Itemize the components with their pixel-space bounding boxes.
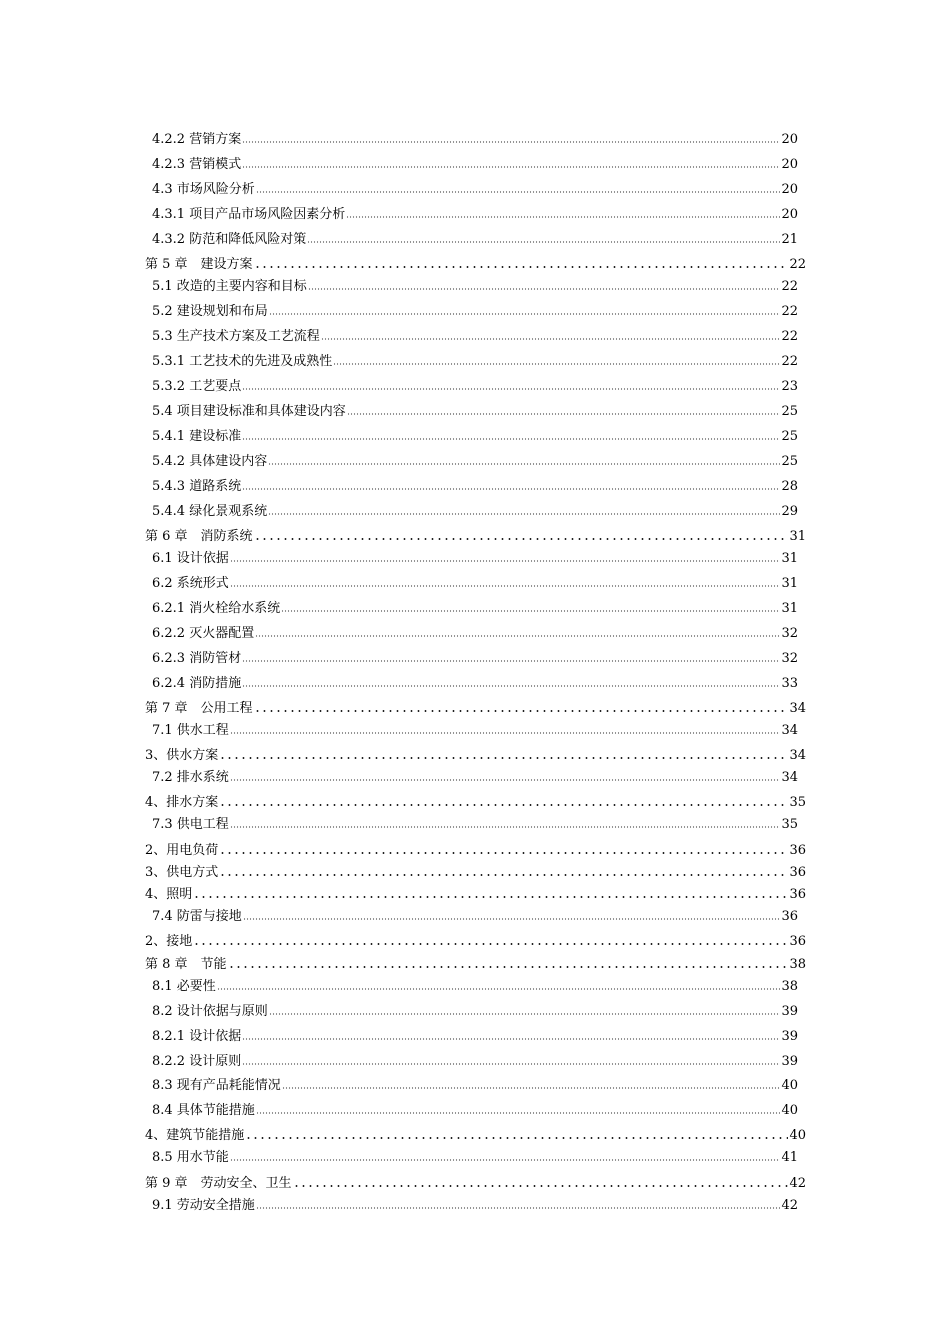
toc-entry[interactable]	[152, 1099, 798, 1118]
dot-leader	[255, 635, 780, 637]
dot-leader	[256, 1207, 781, 1209]
dot-leader	[230, 732, 781, 734]
toc-entry-page-number: 22	[781, 279, 798, 294]
toc-entry-title: 5.4 项目建设标准和具体建设内容	[152, 404, 346, 419]
toc-entry-title: 第 5 章 建设方案	[145, 257, 253, 272]
dot-leader	[230, 1159, 781, 1161]
toc-entry-title: 4.3.1 项目产品市场风险因素分析	[152, 207, 346, 222]
toc-entry-page-number: 36	[789, 843, 806, 858]
toc-entry-page-number: 40	[789, 1128, 806, 1143]
toc-entry-title: 2、用电负荷	[145, 843, 219, 858]
toc-entry-title: 5.4.1 建设标准	[152, 429, 242, 444]
toc-entry-page-number: 42	[781, 1198, 798, 1213]
toc-entry-page-number: 35	[789, 795, 806, 810]
toc-entry[interactable]	[152, 500, 798, 519]
toc-entry[interactable]	[145, 883, 806, 902]
toc-entry[interactable]	[145, 744, 806, 763]
toc-entry-title: 4.2.3 营销模式	[152, 157, 242, 172]
dot-leader	[269, 1013, 781, 1015]
dot-leader	[242, 141, 780, 143]
toc-entry-page-number: 20	[781, 182, 798, 197]
toc-entry-page-number: 20	[781, 157, 798, 172]
dot-leader	[242, 1063, 780, 1065]
toc-entry-page-number: 39	[781, 1054, 798, 1069]
dot-leader	[242, 166, 780, 168]
dot-leader	[282, 1087, 781, 1089]
toc-entry-page-number: 22	[781, 329, 798, 344]
toc-entry-page-number: 40	[781, 1078, 798, 1093]
dot-leader	[228, 966, 789, 968]
toc-entry[interactable]	[152, 905, 798, 924]
toc-entry-title: 8.2 设计依据与原则	[152, 1004, 268, 1019]
dot-leader	[347, 413, 781, 415]
toc-entry-page-number: 21	[781, 232, 798, 247]
toc-entry-page-number: 42	[789, 1176, 806, 1191]
toc-entry-page-number: 36	[789, 887, 806, 902]
toc-entry-page-number: 36	[781, 909, 798, 924]
toc-entry[interactable]	[152, 1000, 798, 1019]
dot-leader	[242, 488, 780, 490]
toc-entry-title: 9.1 劳动安全措施	[152, 1198, 255, 1213]
toc-entry-title: 4.2.2 营销方案	[152, 132, 242, 147]
toc-entry[interactable]	[152, 719, 798, 738]
toc-entry[interactable]	[152, 400, 798, 419]
toc-entry-title: 5.2 建设规划和布局	[152, 304, 268, 319]
toc-entry[interactable]	[152, 300, 798, 319]
toc-entry[interactable]	[152, 153, 798, 172]
toc-entry[interactable]	[145, 253, 806, 272]
toc-entry-page-number: 38	[781, 979, 798, 994]
toc-entry-page-number: 31	[789, 529, 806, 544]
dot-leader	[242, 1038, 780, 1040]
dot-leader	[219, 874, 788, 876]
toc-entry-title: 5.4.2 具体建设内容	[152, 454, 268, 469]
toc-entry[interactable]	[145, 839, 806, 858]
toc-entry[interactable]	[152, 766, 798, 785]
dot-leader	[346, 216, 780, 218]
toc-entry[interactable]	[152, 1074, 798, 1093]
dot-leader	[268, 513, 780, 515]
toc-entry-page-number: 25	[781, 429, 798, 444]
dot-leader	[256, 191, 781, 193]
toc-entry-title: 8.3 现有产品耗能情况	[152, 1078, 281, 1093]
toc-entry-page-number: 22	[781, 304, 798, 319]
toc-entry[interactable]	[152, 647, 798, 666]
dot-leader	[242, 388, 780, 390]
toc-entry-title: 2、接地	[145, 934, 193, 949]
dot-leader	[230, 560, 781, 562]
dot-leader	[307, 241, 780, 243]
toc-entry-page-number: 31	[781, 601, 798, 616]
toc-entry-page-number: 31	[781, 576, 798, 591]
toc-entry[interactable]	[152, 425, 798, 444]
toc-entry[interactable]	[152, 622, 798, 641]
dot-leader	[256, 1112, 781, 1114]
toc-entry-title: 第 7 章 公用工程	[145, 701, 253, 716]
toc-entry-title: 3、供电方式	[145, 865, 219, 880]
toc-entry-title: 3、供水方案	[145, 748, 219, 763]
toc-entry-title: 4、建筑节能措施	[145, 1128, 245, 1143]
toc-entry-title: 5.3.2 工艺要点	[152, 379, 242, 394]
dot-leader	[268, 463, 780, 465]
toc-entry-page-number: 20	[781, 207, 798, 222]
toc-entry-page-number: 34	[781, 770, 798, 785]
toc-entry-page-number: 41	[781, 1150, 798, 1165]
dot-leader	[242, 685, 780, 687]
toc-entry-page-number: 23	[781, 379, 798, 394]
toc-entry-title: 5.3 生产技术方案及工艺流程	[152, 329, 320, 344]
dot-leader	[254, 266, 789, 268]
toc-entry-page-number: 38	[789, 957, 806, 972]
toc-entry-title: 第 6 章 消防系统	[145, 529, 253, 544]
toc-entry[interactable]	[152, 325, 798, 344]
toc-entry[interactable]	[152, 178, 798, 197]
toc-entry[interactable]	[152, 1025, 798, 1044]
dot-leader	[242, 438, 780, 440]
toc-entry-title: 4.3 市场风险分析	[152, 182, 255, 197]
toc-entry[interactable]	[152, 128, 798, 147]
toc-entry-title: 4、照明	[145, 887, 193, 902]
toc-entry-page-number: 32	[781, 651, 798, 666]
toc-entry-page-number: 29	[781, 504, 798, 519]
toc-entry-title: 8.2.2 设计原则	[152, 1054, 242, 1069]
toc-entry[interactable]	[152, 450, 798, 469]
toc-entry[interactable]	[145, 953, 806, 972]
toc-entry-page-number: 36	[789, 865, 806, 880]
toc-entry-page-number: 34	[789, 701, 806, 716]
toc-entry[interactable]	[152, 547, 798, 566]
toc-entry-title: 第 8 章 节能	[145, 957, 227, 972]
toc-entry-page-number: 36	[789, 934, 806, 949]
dot-leader	[230, 585, 781, 587]
toc-entry-title: 6.2.4 消防措施	[152, 676, 242, 691]
toc-entry[interactable]	[152, 813, 798, 832]
toc-entry-title: 5.4.3 道路系统	[152, 479, 242, 494]
toc-entry-page-number: 34	[781, 723, 798, 738]
toc-entry-title: 8.5 用水节能	[152, 1150, 229, 1165]
dot-leader	[243, 918, 781, 920]
toc-entry-page-number: 28	[781, 479, 798, 494]
toc-entry-page-number: 33	[781, 676, 798, 691]
dot-leader	[281, 610, 780, 612]
dot-leader	[245, 1137, 788, 1139]
toc-entry-page-number: 31	[781, 551, 798, 566]
dot-leader	[219, 757, 788, 759]
dot-leader	[321, 338, 781, 340]
toc-entry[interactable]	[152, 350, 798, 369]
toc-entry[interactable]	[152, 1194, 798, 1213]
toc-entry-title: 4.3.2 防范和降低风险对策	[152, 232, 307, 247]
toc-entry-title: 5.3.1 工艺技术的先进及成熟性	[152, 354, 333, 369]
toc-entry-page-number: 39	[781, 1004, 798, 1019]
toc-entry[interactable]	[152, 203, 798, 222]
dot-leader	[219, 804, 788, 806]
dot-leader	[230, 826, 781, 828]
toc-entry-title: 8.2.1 设计依据	[152, 1029, 242, 1044]
toc-entry[interactable]	[145, 861, 806, 880]
toc-entry-title: 8.4 具体节能措施	[152, 1103, 255, 1118]
toc-entry-title: 4、排水方案	[145, 795, 219, 810]
toc-entry[interactable]	[152, 228, 798, 247]
dot-leader	[217, 988, 781, 990]
toc-entry-page-number: 25	[781, 404, 798, 419]
toc-entry-page-number: 35	[781, 817, 798, 832]
dot-leader	[193, 943, 788, 945]
toc-entry[interactable]	[152, 1050, 798, 1069]
toc-entry-title: 8.1 必要性	[152, 979, 216, 994]
toc-entry-title: 6.2 系统形式	[152, 576, 229, 591]
toc-entry[interactable]	[152, 275, 798, 294]
toc-entry-title: 7.3 供电工程	[152, 817, 229, 832]
dot-leader	[308, 288, 781, 290]
toc-entry-page-number: 22	[781, 354, 798, 369]
toc-entry[interactable]	[152, 475, 798, 494]
toc-entry-page-number: 25	[781, 454, 798, 469]
toc-entry-title: 6.2.2 灭火器配置	[152, 626, 255, 641]
toc-entry[interactable]	[152, 572, 798, 591]
dot-leader	[242, 660, 780, 662]
toc-entry-title: 6.2.3 消防管材	[152, 651, 242, 666]
toc-entry[interactable]	[152, 672, 798, 691]
toc-entry-page-number: 39	[781, 1029, 798, 1044]
toc-entry[interactable]	[152, 375, 798, 394]
toc-entry[interactable]	[145, 930, 806, 949]
dot-leader	[293, 1185, 789, 1187]
dot-leader	[230, 779, 781, 781]
toc-entry-title: 7.4 防雷与接地	[152, 909, 242, 924]
dot-leader	[333, 363, 780, 365]
dot-leader	[269, 313, 781, 315]
toc-entry[interactable]	[145, 791, 806, 810]
toc-entry[interactable]	[145, 525, 806, 544]
toc-entry-title: 6.2.1 消火栓给水系统	[152, 601, 281, 616]
dot-leader	[254, 710, 789, 712]
toc-entry-page-number: 32	[781, 626, 798, 641]
toc-entry[interactable]	[152, 1146, 798, 1165]
toc-entry[interactable]	[152, 597, 798, 616]
toc-entry[interactable]	[145, 697, 806, 716]
toc-entry-title: 5.4.4 绿化景观系统	[152, 504, 268, 519]
toc-entry-title: 5.1 改造的主要内容和目标	[152, 279, 307, 294]
dot-leader	[193, 896, 788, 898]
toc-entry-title: 7.1 供水工程	[152, 723, 229, 738]
toc-entry[interactable]	[145, 1124, 806, 1143]
toc-entry-page-number: 40	[781, 1103, 798, 1118]
toc-entry-title: 6.1 设计依据	[152, 551, 229, 566]
toc-entry-page-number: 22	[789, 257, 806, 272]
toc-entry[interactable]	[145, 1172, 806, 1191]
toc-entry-page-number: 34	[789, 748, 806, 763]
toc-entry-page-number: 20	[781, 132, 798, 147]
dot-leader	[254, 538, 789, 540]
toc-entry-title: 7.2 排水系统	[152, 770, 229, 785]
toc-entry-title: 第 9 章 劳动安全、卫生	[145, 1176, 292, 1191]
dot-leader	[219, 852, 788, 854]
toc-entry[interactable]	[152, 975, 798, 994]
